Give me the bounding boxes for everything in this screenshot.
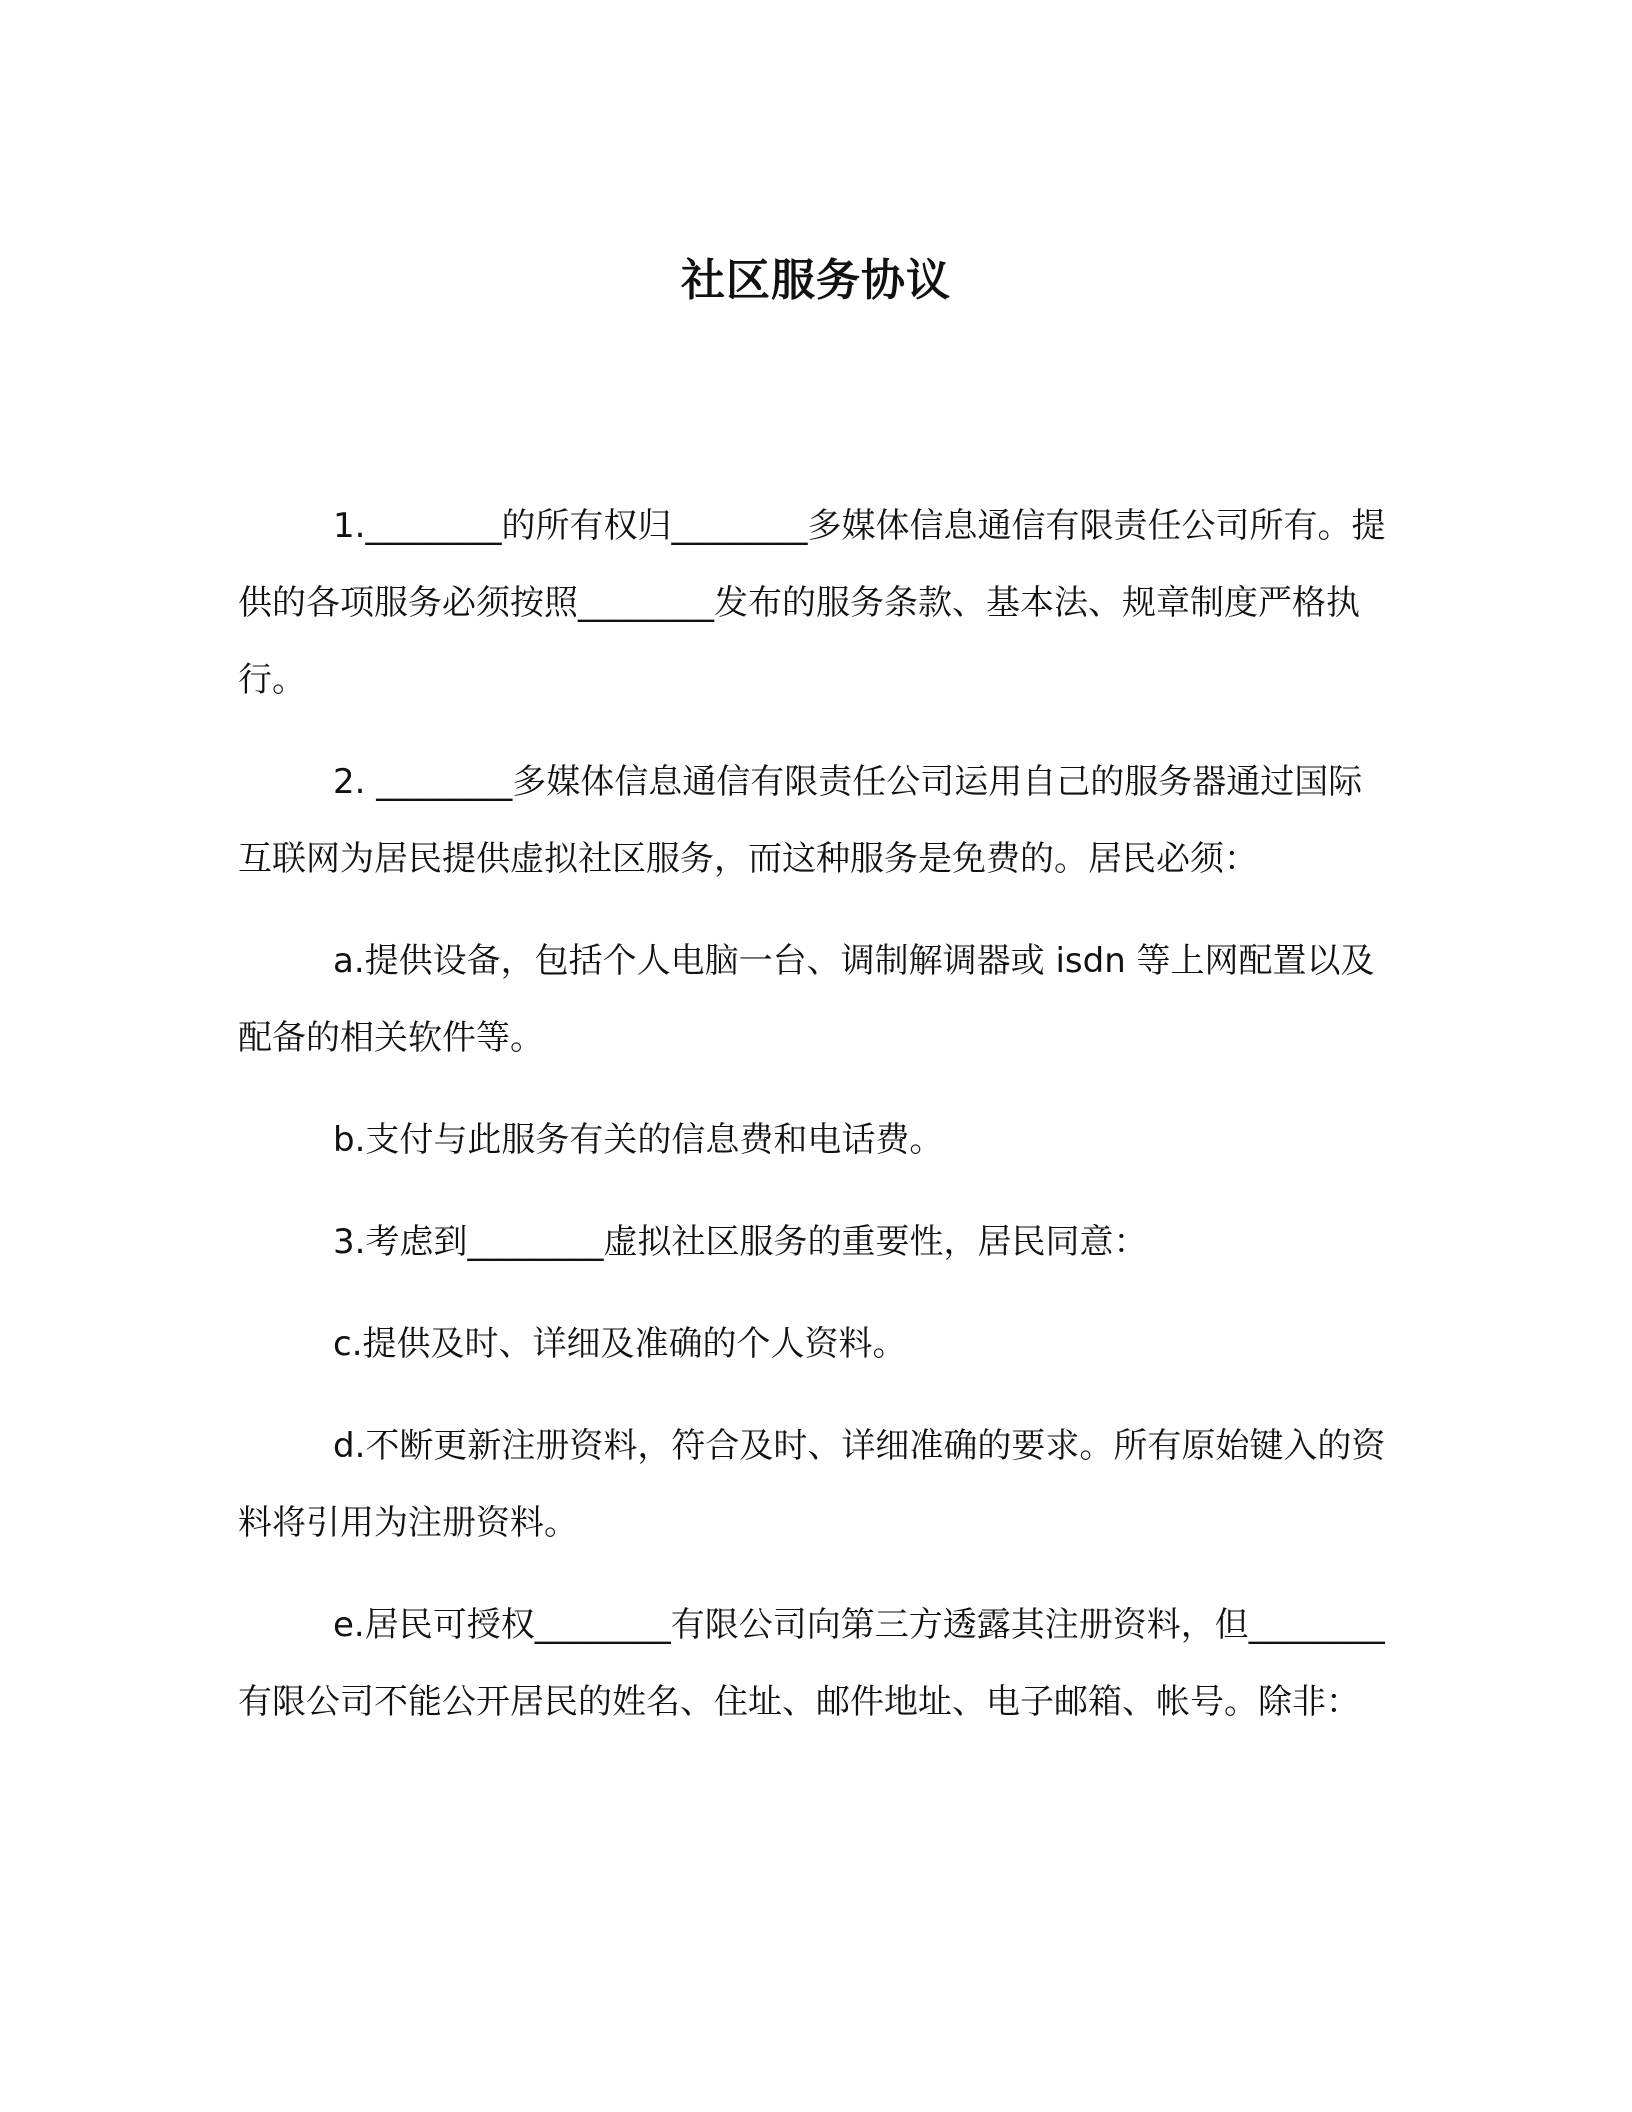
document-body — [238, 488, 1394, 1766]
paragraph-d: d.不断更新注册资料，符合及时、详细准确的要求。所有原始键入的资料将引用为注册资料。 — [238, 1426, 1386, 1543]
paragraph-2: 2. ________多媒体信息通信有限责任公司运用自己的服务器通过国际互联网为居民提供虚拟社区服务，而这种服务是免费的。居民必须： — [238, 762, 1363, 879]
paragraph-c: c.提供及时、详细及准确的个人资料。 — [333, 1324, 907, 1364]
document-title: 社区服务协议 — [681, 255, 951, 307]
paragraph-e: e.居民可授权________有限公司向第三方透露其注册资料，但________有限公司不能公开居民的姓名、住址、邮件地址、电子邮箱、帐号。除非： — [238, 1605, 1385, 1722]
paragraph-3: 3.考虑到________虚拟社区服务的重要性，居民同意： — [333, 1222, 1148, 1262]
paragraph-a: a.提供设备，包括个人电脑一台、调制解调器或 isdn 等上网配置以及配备的相关软件等。 — [238, 941, 1375, 1058]
paragraph-b: b.支付与此服务有关的信息费和电话费。 — [333, 1120, 944, 1160]
paragraph-1: 1.________的所有权归________多媒体信息通信有限责任公司所有。提供的各项服务必须按照________发布的服务条款、基本法、规章制度严格执行。 — [238, 506, 1386, 700]
